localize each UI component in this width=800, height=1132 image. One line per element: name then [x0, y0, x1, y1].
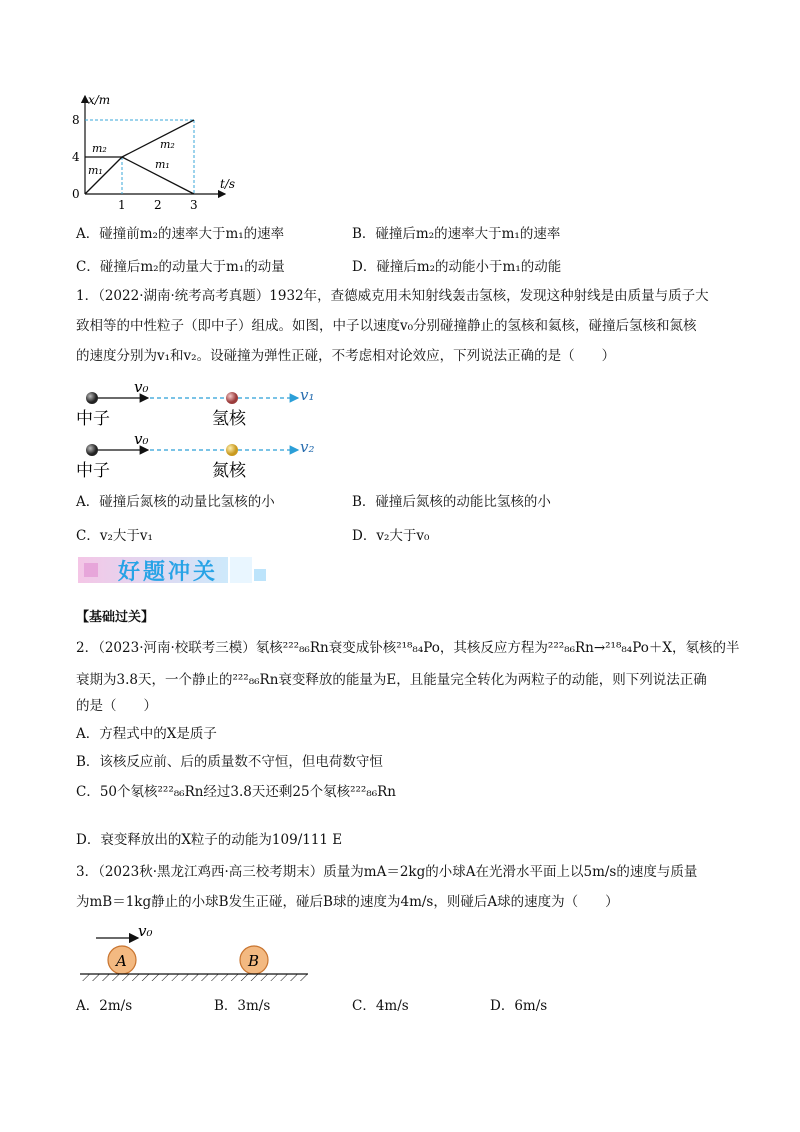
q2-stem-line3: 的是（ ） — [76, 698, 157, 714]
banner-title: 好题冲关 — [118, 560, 219, 585]
q2-option-d[interactable]: D．衰变释放出的X粒子的动能为109/111 E — [76, 832, 343, 848]
q3-option-c[interactable]: C．4m/s — [352, 998, 409, 1014]
nitrogen-label: 氮核 — [212, 461, 246, 481]
y-tick-0: 0 — [72, 187, 80, 201]
q3-option-d[interactable]: D．6m/s — [490, 998, 548, 1014]
q0-option-d[interactable]: D．碰撞后m₂的动能小于m₁的动能 — [352, 259, 562, 275]
xt-graph — [60, 90, 260, 215]
x-tick-1: 1 — [118, 198, 126, 212]
q3-balls-diagram — [76, 918, 316, 986]
q1-stem-line2: 致相等的中性粒子（即中子）组成。如图，中子以速度v₀分别碰撞静止的氢核和氦核，碰撞后氢核和氮核 — [76, 318, 697, 334]
v1-label: v₁ — [300, 386, 315, 404]
q1-collision-diagram — [70, 372, 330, 482]
section-basic-label: 【基础过关】 — [76, 610, 155, 625]
hydrogen-label: 氢核 — [212, 409, 246, 429]
q3-stem-line2: 为mB＝1kg静止的小球B发生正碰，碰后B球的速度为4m/s，则碰后A球的速度为（ ） — [76, 894, 619, 910]
q0-option-a[interactable]: A．碰撞前m₂的速率大于m₁的速率 — [76, 226, 285, 242]
q3-option-b[interactable]: B．3m/s — [214, 998, 271, 1014]
ball-a-label: A — [116, 952, 127, 970]
label-m1-before: m₁ — [88, 164, 103, 177]
q2-option-c[interactable]: C．50个氡核²²²₈₆Rn经过3.8天还剩25个氡核²²²₈₆Rn — [76, 784, 396, 800]
nitrogen-nucleus-ball — [226, 444, 238, 456]
label-m1-after: m₁ — [155, 158, 170, 171]
line-m2-after — [122, 120, 194, 157]
neutron-ball-2 — [86, 444, 98, 456]
v0-label-1: v₀ — [134, 378, 149, 396]
q2-stem-line2: 衰期为3.8天，一个静止的²²²₈₆Rn衰变释放的能量为E，且能量完全转化为两粒子的动能，则下列说法正确 — [76, 672, 707, 688]
q3-option-a[interactable]: A．2m/s — [76, 998, 133, 1014]
q2-stem-line1: 2．（2023·河南·校联考三模）氡核²²²₈₆Rn衰变成钋核²¹⁸₈₄Po，其核反应方程为²²²₈₆Rn→²¹⁸₈₄Po＋X，氡核的半 — [76, 640, 740, 656]
q1-option-d[interactable]: D．v₂大于v₀ — [352, 528, 430, 544]
q1-option-b[interactable]: B．碰撞后氮核的动能比氢核的小 — [352, 494, 551, 510]
x-axis-label: t/s — [220, 177, 236, 191]
good-questions-banner — [78, 553, 266, 589]
y-tick-4: 4 — [72, 150, 80, 164]
neutron-ball-1 — [86, 392, 98, 404]
q0-option-b[interactable]: B．碰撞后m₂的速率大于m₁的速率 — [352, 226, 561, 242]
ball-b-label: B — [248, 952, 260, 970]
y-axis-label: x/m — [88, 93, 111, 107]
y-tick-8: 8 — [72, 113, 80, 127]
x-tick-3: 3 — [190, 198, 198, 212]
q0-option-c[interactable]: C．碰撞后m₂的动量大于m₁的动量 — [76, 259, 285, 275]
q2-option-a[interactable]: A．方程式中的X是质子 — [76, 726, 217, 742]
neutron-label-1: 中子 — [76, 409, 110, 429]
q1-stem-line1: 1．（2022·湖南·统考高考真题）1932年，查德威克用未知射线轰击氢核，发现这种射线是由质量与质子大 — [76, 288, 709, 304]
v2-label: v₂ — [300, 438, 315, 456]
hydrogen-nucleus-ball — [226, 392, 238, 404]
q3-stem-line1: 3．（2023秋·黑龙江鸡西·高三校考期末）质量为mA＝2kg的小球A在光滑水平面上以5m/s的速度与质量 — [76, 864, 698, 880]
q1-option-c[interactable]: C．v₂大于v₁ — [76, 528, 153, 544]
label-m2-before: m₂ — [92, 142, 107, 155]
neutron-label-2: 中子 — [76, 461, 110, 481]
label-m2-after: m₂ — [160, 138, 175, 151]
x-tick-2: 2 — [154, 198, 162, 212]
v0-label-2: v₀ — [134, 430, 149, 448]
v0-label-3: v₀ — [138, 922, 153, 940]
q1-option-a[interactable]: A．碰撞后氮核的动量比氢核的小 — [76, 494, 275, 510]
q1-stem-line3: 的速度分别为v₁和v₂。设碰撞为弹性正碰，不考虑相对论效应，下列说法正确的是（ ） — [76, 348, 616, 364]
q2-option-b[interactable]: B．该核反应前、后的质量数不守恒，但电荷数守恒 — [76, 754, 383, 770]
